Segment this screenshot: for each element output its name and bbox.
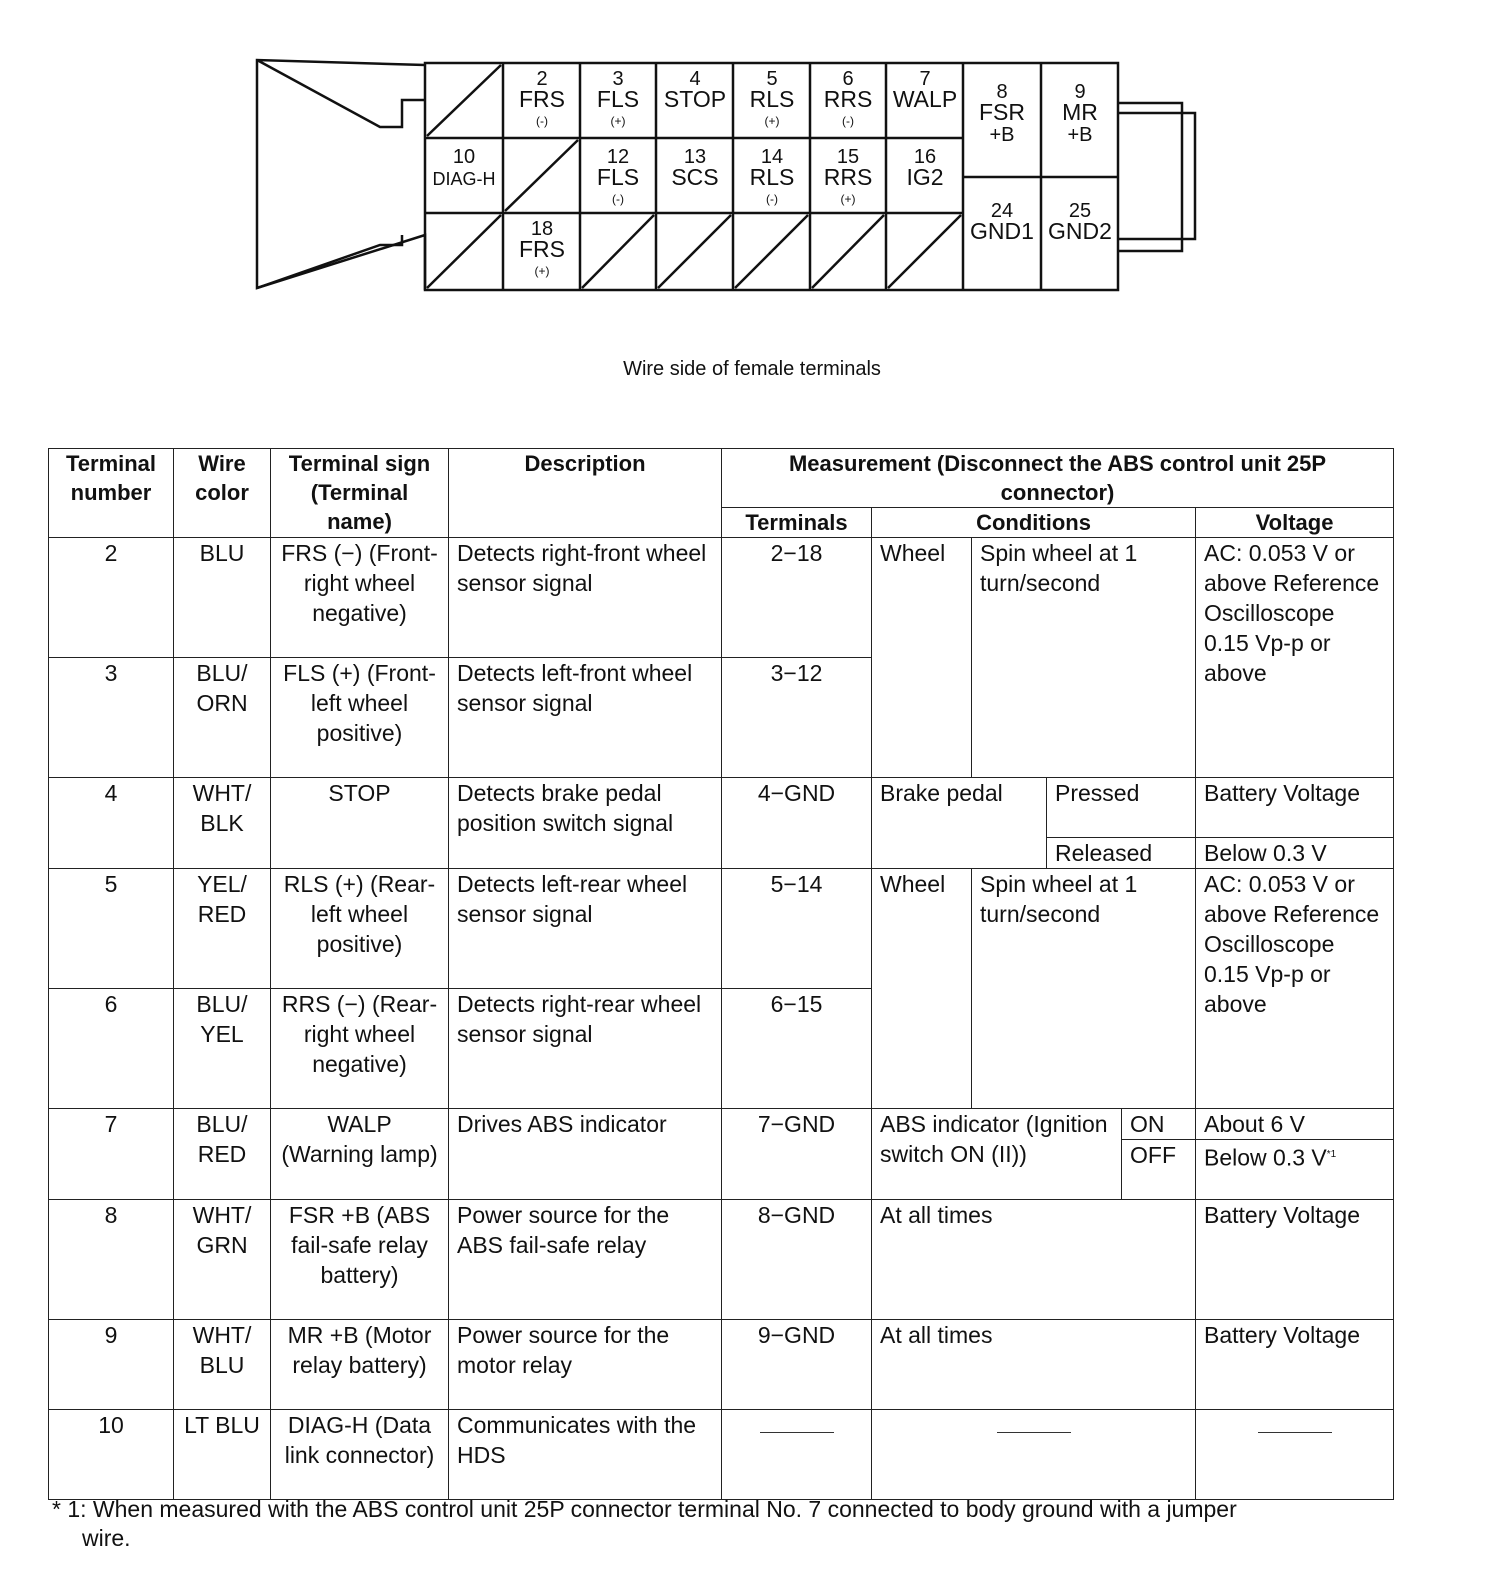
- cell-description: Detects left-rear wheel sensor signal: [449, 869, 722, 989]
- cell-condition-wheel-front: Wheel: [872, 538, 972, 778]
- pin-label: (+): [840, 192, 856, 206]
- empty-dash: [760, 1432, 834, 1433]
- cell-terminal-sign: DIAG-H (Data link connector): [271, 1410, 449, 1500]
- header-terminal-sign: Terminal sign (Terminal name): [271, 449, 449, 538]
- cell-terminal-sign: RRS (−) (Rear-right wheel negative): [271, 989, 449, 1109]
- cell-voltage-none: [1196, 1410, 1394, 1500]
- pin-label: (-): [766, 192, 778, 206]
- cell-condition-released: Released: [1047, 838, 1196, 869]
- cell-condition-off: OFF: [1122, 1140, 1196, 1200]
- cell-condition-none: [872, 1410, 1196, 1500]
- pin-8: [979, 81, 1025, 146]
- cell-description: Drives ABS indicator: [449, 1109, 722, 1200]
- terminal-spec-table: [48, 448, 1394, 1500]
- cell-terminals: 5−14: [722, 869, 872, 989]
- cell-terminals: 7−GND: [722, 1109, 872, 1200]
- footnote-line-1: * 1: When measured with the ABS control unit 25P connector terminal No. 7 connected to body ground with a jumper: [52, 1496, 1237, 1522]
- cell-description: Detects right-rear wheel sensor signal: [449, 989, 722, 1109]
- cell-voltage-off: [1196, 1140, 1394, 1200]
- cell-wire-color: BLU/ ORN: [174, 658, 271, 778]
- header-measurement: Measurement (Disconnect the ABS control unit 25P connector): [722, 449, 1394, 508]
- pin-label: FLS: [596, 164, 640, 190]
- pin-16: [906, 146, 943, 190]
- pin-25: [1048, 200, 1112, 244]
- cell-description: Detects brake pedal position switch signal: [449, 778, 722, 869]
- pin-label: 9: [1074, 81, 1086, 103]
- cell-condition-spin-rear: Spin wheel at 1 turn/second: [972, 869, 1196, 1109]
- header-terminal-number: Terminal number: [49, 449, 174, 538]
- pin-label: 2: [536, 68, 548, 90]
- cell-terminals: 2−18: [722, 538, 872, 658]
- header-voltage: Voltage: [1196, 508, 1394, 538]
- cell-condition-brake-pedal: Brake pedal: [872, 778, 1047, 869]
- pin-label: (+): [534, 264, 550, 278]
- cell-wire-color: WHT/ BLK: [174, 778, 271, 869]
- pin-label: GND1: [970, 218, 1034, 244]
- cell-terminal-number: 4: [49, 778, 174, 869]
- cell-terminal-sign: STOP: [271, 778, 449, 869]
- pin-label: GND2: [1048, 218, 1112, 244]
- pin-label: 14: [760, 146, 784, 168]
- cell-terminal-sign: MR +B (Motor relay battery): [271, 1320, 449, 1410]
- cell-voltage-on: About 6 V: [1196, 1109, 1394, 1140]
- cell-voltage-released: Below 0.3 V: [1196, 838, 1394, 869]
- header-conditions: Conditions: [872, 508, 1196, 538]
- pin-10: [433, 146, 496, 189]
- pin-2: [519, 68, 565, 128]
- pin-label: SCS: [671, 164, 719, 190]
- pin-label: (+): [610, 114, 626, 128]
- cell-wire-color: WHT/ GRN: [174, 1200, 271, 1320]
- cell-terminals-none: [722, 1410, 872, 1500]
- connector-pin-labels: [433, 68, 1112, 278]
- cell-condition-on: ON: [1122, 1109, 1196, 1140]
- table-row: [49, 778, 1394, 838]
- table-row: [49, 1410, 1394, 1500]
- empty-dash: [1258, 1432, 1332, 1433]
- table-row: [49, 538, 1394, 658]
- pin-label: 18: [530, 218, 554, 240]
- pin-12: [597, 146, 639, 206]
- pin-label: (-): [536, 114, 548, 128]
- cell-terminals: 3−12: [722, 658, 872, 778]
- pin-label: RLS: [749, 164, 795, 190]
- pin-18: [519, 218, 565, 278]
- cell-terminal-number: 3: [49, 658, 174, 778]
- cell-terminal-sign: FSR +B (ABS fail-safe relay battery): [271, 1200, 449, 1320]
- pin-label: (-): [612, 192, 624, 206]
- cell-terminals: 8−GND: [722, 1200, 872, 1320]
- pin-label: 4: [689, 68, 701, 90]
- cell-condition-at-all-times: At all times: [872, 1200, 1196, 1320]
- cell-condition-abs-indicator: ABS indicator (Ignition switch ON (II)): [872, 1109, 1122, 1200]
- cell-condition-wheel-rear: Wheel: [872, 869, 972, 1109]
- pin-label: DIAG-H: [432, 169, 496, 189]
- table-header-row: [49, 449, 1394, 508]
- cell-terminal-number: 8: [49, 1200, 174, 1320]
- cell-wire-color: LT BLU: [174, 1410, 271, 1500]
- cell-wire-color: BLU/ RED: [174, 1109, 271, 1200]
- pin-4: [664, 68, 726, 112]
- cell-terminal-sign: FLS (+) (Front-left wheel positive): [271, 658, 449, 778]
- cell-terminal-number: 9: [49, 1320, 174, 1410]
- pin-label: 12: [606, 146, 630, 168]
- pin-label: RRS: [823, 164, 873, 190]
- cell-terminals: 4−GND: [722, 778, 872, 869]
- pin-6: [824, 68, 873, 128]
- pin-label: 5: [766, 68, 778, 90]
- cell-wire-color: WHT/ BLU: [174, 1320, 271, 1410]
- pin-label: RRS: [823, 86, 873, 112]
- cell-condition-spin-front: Spin wheel at 1 turn/second: [972, 538, 1196, 778]
- table-row: [49, 1109, 1394, 1140]
- voltage-below-text: Below 0.3 V: [1204, 1144, 1327, 1171]
- cell-terminal-number: 2: [49, 538, 174, 658]
- cell-terminal-sign: FRS (−) (Front-right wheel negative): [271, 538, 449, 658]
- table-row: [49, 869, 1394, 989]
- footnote: [52, 1495, 1472, 1553]
- cell-description: Communicates with the HDS: [449, 1410, 722, 1500]
- pin-label: STOP: [663, 86, 727, 112]
- cell-voltage-battery: Battery Voltage: [1196, 1200, 1394, 1320]
- pin-label: 6: [842, 68, 854, 90]
- connector-diagram: [250, 55, 1210, 300]
- footnote-marker: *1: [1326, 1149, 1337, 1160]
- pin-label: 25: [1068, 200, 1092, 222]
- diagram-caption: Wire side of female terminals: [623, 358, 881, 380]
- cell-description: Detects left-front wheel sensor signal: [449, 658, 722, 778]
- pin-label: IG2: [906, 164, 944, 190]
- pin-13: [671, 146, 718, 190]
- cell-terminal-sign: WALP (Warning lamp): [271, 1109, 449, 1200]
- pin-15: [824, 146, 873, 206]
- pin-24: [970, 200, 1034, 244]
- pin-5: [750, 68, 795, 128]
- pin-3: [597, 68, 639, 128]
- cell-description: Power source for the ABS fail-safe relay: [449, 1200, 722, 1320]
- pin-label: 15: [836, 146, 860, 168]
- pin-label: 7: [919, 68, 931, 90]
- cell-terminal-sign: RLS (+) (Rear-left wheel positive): [271, 869, 449, 989]
- table-row: [49, 1200, 1394, 1320]
- cell-terminals: 6−15: [722, 989, 872, 1109]
- pin-label: FRS: [519, 86, 565, 112]
- pin-label: 13: [683, 146, 707, 168]
- footnote-line-2: wire.: [82, 1525, 131, 1551]
- cell-condition-at-all-times: At all times: [872, 1320, 1196, 1410]
- cell-terminal-number: 5: [49, 869, 174, 989]
- cell-voltage-battery: Battery Voltage: [1196, 1320, 1394, 1410]
- cell-terminal-number: 7: [49, 1109, 174, 1200]
- pin-label: +B: [989, 124, 1015, 146]
- cell-terminal-number: 6: [49, 989, 174, 1109]
- cell-description: Power source for the motor relay: [449, 1320, 722, 1410]
- pin-label: WALP: [892, 86, 958, 112]
- cell-voltage-wheel-front: AC: 0.053 V or above Reference Oscilloscope 0.15 Vp-p or above: [1196, 538, 1394, 778]
- pin-label: FLS: [596, 86, 640, 112]
- pin-label: 16: [913, 146, 937, 168]
- pin-label: (+): [764, 114, 780, 128]
- pin-label: MR: [1062, 99, 1098, 125]
- cell-wire-color: BLU/ YEL: [174, 989, 271, 1109]
- header-wire-color: Wire color: [174, 449, 271, 538]
- cell-condition-pressed: Pressed: [1047, 778, 1196, 838]
- cell-wire-color: YEL/ RED: [174, 869, 271, 989]
- cell-terminal-number: 10: [49, 1410, 174, 1500]
- pin-label: 10: [452, 146, 476, 168]
- pin-label: FRS: [519, 236, 565, 262]
- pin-label: 24: [990, 200, 1014, 222]
- cell-voltage-pressed: Battery Voltage: [1196, 778, 1394, 838]
- header-terminals: Terminals: [722, 508, 872, 538]
- pin-9: [1062, 81, 1098, 146]
- cell-voltage-wheel-rear: AC: 0.053 V or above Reference Oscilloscope 0.15 Vp-p or above: [1196, 869, 1394, 1109]
- cell-wire-color: BLU: [174, 538, 271, 658]
- pin-label: FSR: [979, 99, 1025, 125]
- pin-14: [750, 146, 795, 206]
- pin-label: 3: [612, 68, 624, 90]
- empty-dash: [997, 1432, 1071, 1433]
- pin-label: +B: [1067, 124, 1093, 146]
- cell-terminals: 9−GND: [722, 1320, 872, 1410]
- pin-7: [893, 68, 957, 112]
- pin-label: (-): [842, 114, 854, 128]
- pin-label: 8: [996, 81, 1008, 103]
- header-description: Description: [449, 449, 722, 538]
- cell-description: Detects right-front wheel sensor signal: [449, 538, 722, 658]
- table-row: [49, 1320, 1394, 1410]
- pin-label: RLS: [749, 86, 795, 112]
